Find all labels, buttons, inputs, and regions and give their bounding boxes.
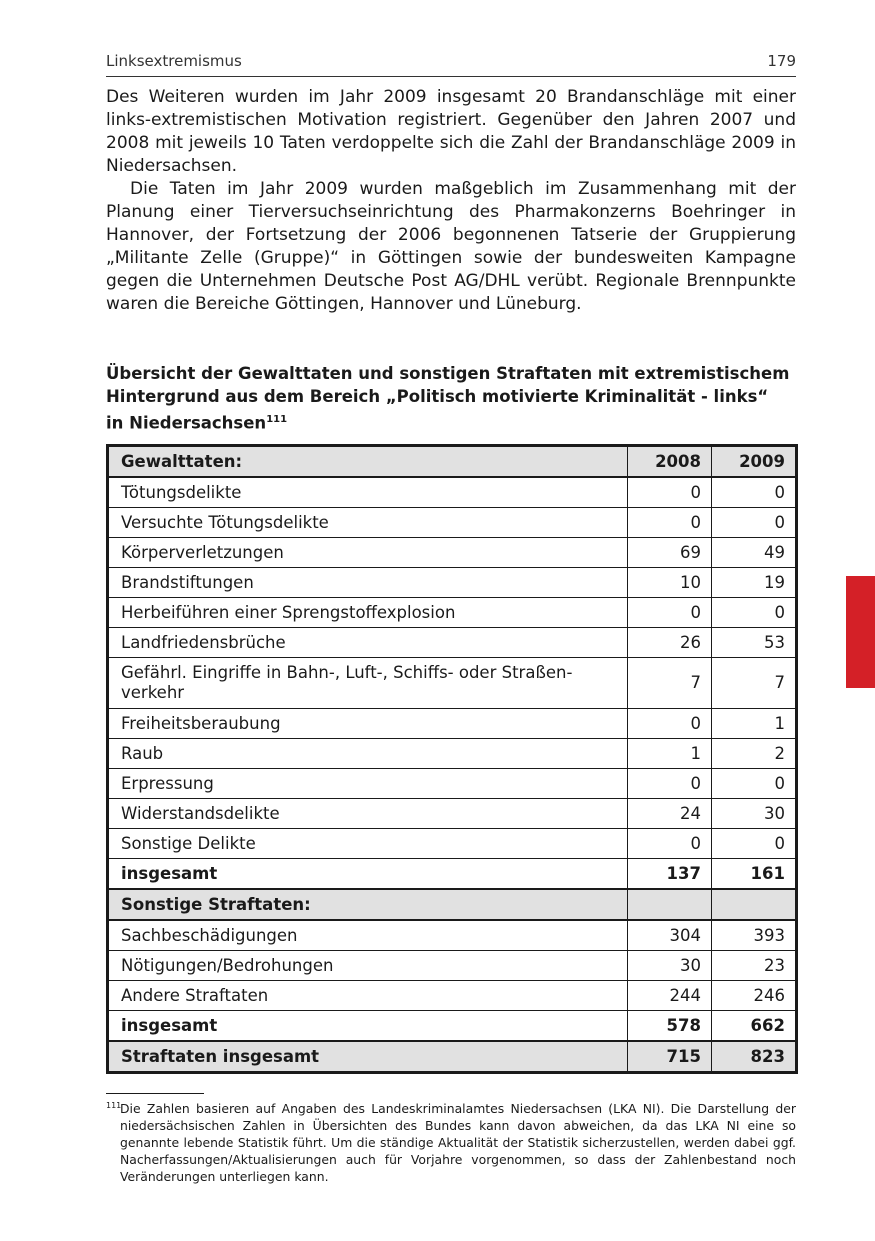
chapter-title: Linksextremismus [106,52,242,70]
value-2008: 0 [628,709,712,739]
row-label: Brandstiftungen [108,568,628,598]
value-2008: 0 [628,477,712,508]
caption-line-3: in Niedersachsen [106,413,267,433]
table-row [108,739,797,769]
table-row [108,508,797,538]
value-2009: 7 [712,658,797,709]
chapter-color-tab [846,576,875,688]
footnote-text: Die Zahlen basieren auf Angaben des Landeskriminalamtes Niedersachsen (LKA NI). Die Darstellung der niedersächsischen Zahlen in Übersichten des Bundes kann davon abweichen, da das LKA NI eine so genannte lebende Statistik führt. Um die ständige Aktualität der Statistik sicherzustellen, werden dabei ggf. Nacherfassungen/Aktualisierungen auch für Vorjahre vorgenommen, so dass der Zahlenbestand noch Veränderungen unterliegen kann. [120,1101,796,1184]
value-2009: 2 [712,739,797,769]
row-label: Sachbeschädigungen [108,920,628,951]
value-2009: 662 [712,1011,797,1042]
table-row [108,709,797,739]
value-2009: 0 [712,477,797,508]
table-row [108,799,797,829]
section-heading-violence: Gewalttaten: [108,446,628,478]
value-2009: 53 [712,628,797,658]
value-2008: 304 [628,920,712,951]
value-2009: 246 [712,981,797,1011]
value-2008: 24 [628,799,712,829]
empty-cell [712,889,797,920]
table-row [108,568,797,598]
row-label: Gefährl. Eingriffe in Bahn-, Luft-, Schiffs- oder Straßen-verkehr [108,658,628,709]
value-2009: 0 [712,829,797,859]
table-row [108,920,797,951]
total-row-other [108,1011,797,1042]
value-2008: 7 [628,658,712,709]
footnote-divider [106,1093,204,1094]
value-2009: 393 [712,920,797,951]
table-row [108,769,797,799]
value-2009: 1 [712,709,797,739]
value-2009: 0 [712,598,797,628]
value-2008: 26 [628,628,712,658]
row-label: Andere Straftaten [108,981,628,1011]
value-2008: 715 [628,1041,712,1073]
value-2008: 244 [628,981,712,1011]
row-label: Landfriedensbrüche [108,628,628,658]
row-label: insgesamt [108,1011,628,1042]
value-2008: 69 [628,538,712,568]
value-2008: 10 [628,568,712,598]
value-2009: 0 [712,508,797,538]
column-header-2009: 2009 [712,446,797,478]
value-2009: 30 [712,799,797,829]
paragraph-1: Des Weiteren wurden im Jahr 2009 insgesamt 20 Brandanschläge mit einer links-extremistischen Motivation registriert. Gegenüber den Jahren 2007 und 2008 mit jeweils 10 Taten verdoppelte sich die Zahl der Brandanschläge 2009 in Niedersachsen. [106,87,796,176]
table-row [108,658,797,709]
value-2008: 578 [628,1011,712,1042]
table-row [108,829,797,859]
section-heading-other: Sonstige Straftaten: [108,889,628,920]
value-2008: 0 [628,769,712,799]
row-label: Freiheitsberaubung [108,709,628,739]
table-row [108,981,797,1011]
total-row-violence [108,859,797,890]
table-header-row [108,446,797,478]
value-2008: 0 [628,598,712,628]
row-label: Körperverletzungen [108,538,628,568]
grand-total-row [108,1041,797,1073]
row-label: Straftaten insgesamt [108,1041,628,1073]
value-2008: 30 [628,951,712,981]
row-label: Versuchte Tötungsdelikte [108,508,628,538]
value-2009: 19 [712,568,797,598]
footnote [106,1100,796,1185]
row-label: Sonstige Delikte [108,829,628,859]
table-caption [106,362,796,435]
running-header [106,52,796,77]
value-2008: 137 [628,859,712,890]
footnote-reference[interactable]: 111 [266,414,288,425]
caption-line-2: Hintergrund aus dem Bereich „Politisch motivierte Kriminalität - links“ [106,387,769,406]
table-row [108,538,797,568]
table-row [108,477,797,508]
value-2008: 0 [628,829,712,859]
caption-line-1: Übersicht der Gewalttaten und sonstigen Straftaten mit extremistischem [106,364,790,383]
value-2009: 49 [712,538,797,568]
statistics-table [106,444,798,1074]
row-label: Herbeiführen einer Sprengstoffexplosion [108,598,628,628]
row-label: Raub [108,739,628,769]
row-label: Erpressung [108,769,628,799]
table-row [108,598,797,628]
value-2009: 0 [712,769,797,799]
value-2009: 23 [712,951,797,981]
column-header-2008: 2008 [628,446,712,478]
table-subheader-row [108,889,797,920]
value-2008: 1 [628,739,712,769]
value-2009: 161 [712,859,797,890]
row-label: insgesamt [108,859,628,890]
row-label: Widerstandsdelikte [108,799,628,829]
value-2009: 823 [712,1041,797,1073]
value-2008: 0 [628,508,712,538]
row-label: Nötigungen/Bedrohungen [108,951,628,981]
row-label: Tötungsdelikte [108,477,628,508]
body-text [106,86,796,316]
empty-cell [628,889,712,920]
page-number: 179 [767,52,796,70]
paragraph-2: Die Taten im Jahr 2009 wurden maßgeblich im Zusammenhang mit der Planung einer Tierversuchseinrichtung des Pharmakonzerns Boehringer in Hannover, der Fortsetzung der 2006 begonnenen Tatserie der Gruppierung „Militante Zelle (Gruppe)“ in Göttingen sowie der bundesweiten Kampagne gegen die Unternehmen Deutsche Post AG/DHL verübt. Regionale Brennpunkte waren die Bereiche Göttingen, Hannover und Lüneburg. [106,179,796,314]
footnote-mark: 111 [106,1101,122,1110]
table-row [108,628,797,658]
table-row [108,951,797,981]
